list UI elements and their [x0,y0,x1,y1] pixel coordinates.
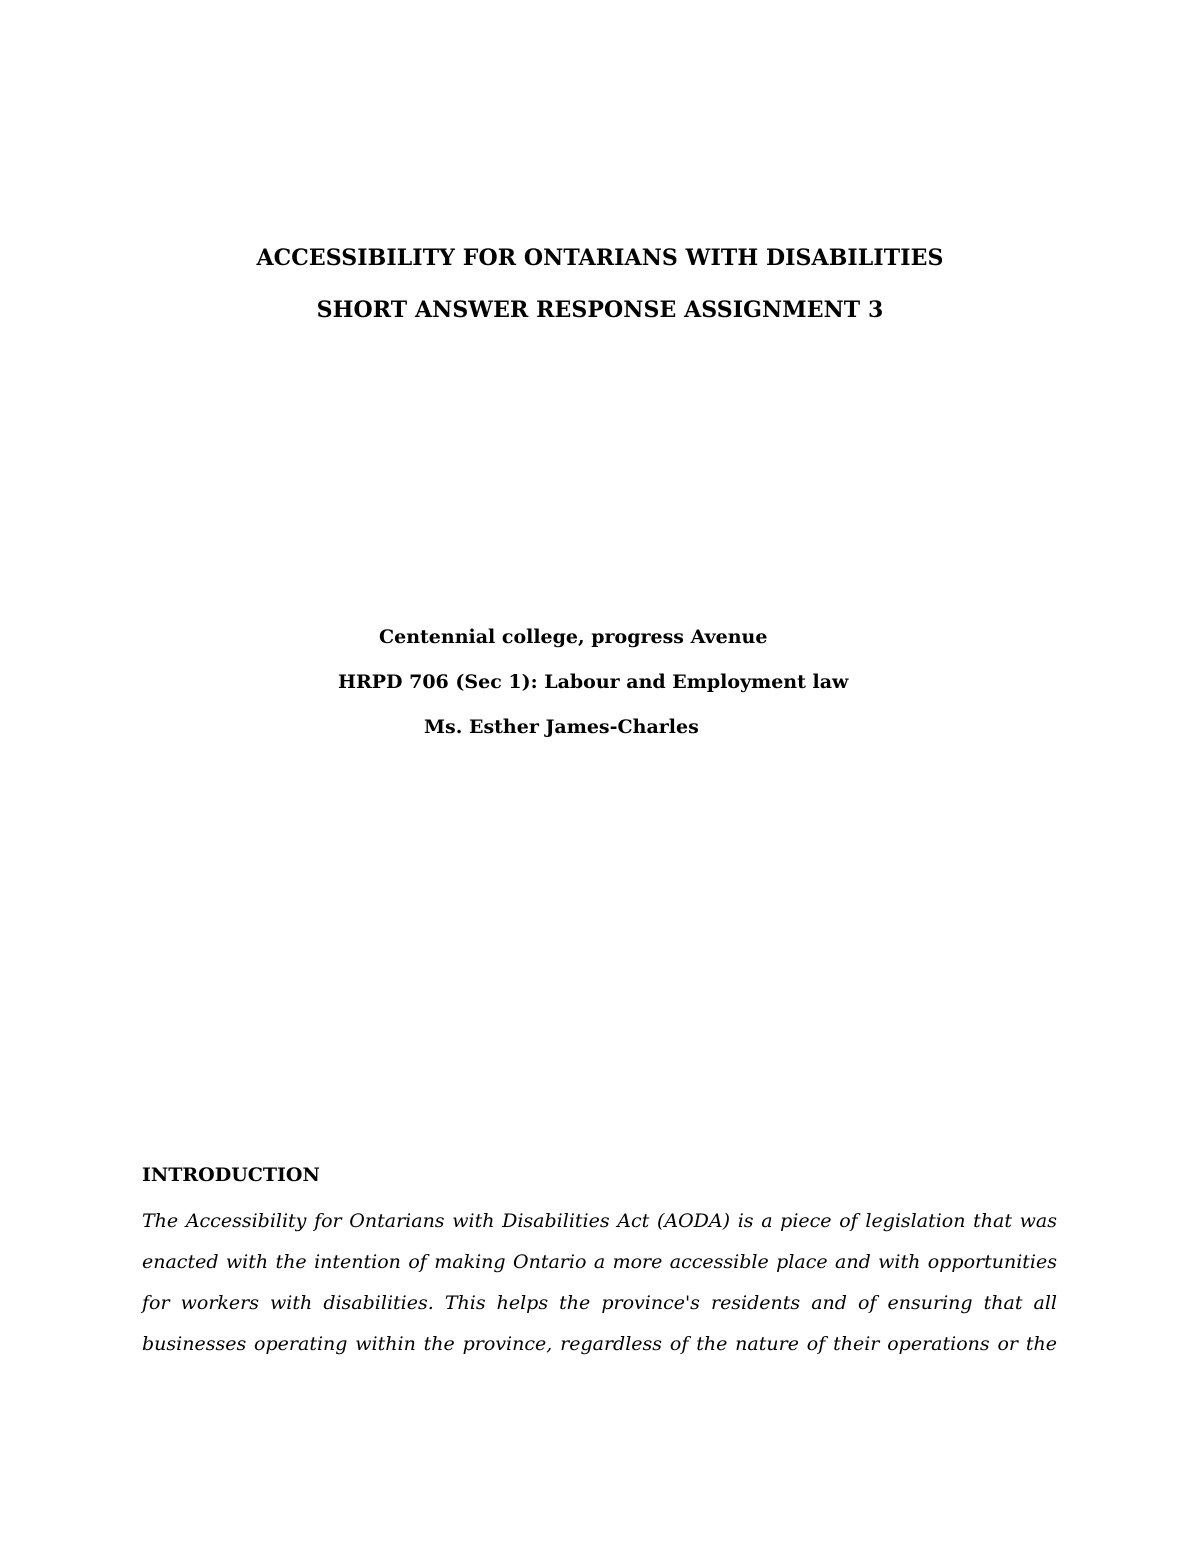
document-title-line-2: SHORT ANSWER RESPONSE ASSIGNMENT 3 [316,297,884,323]
introduction-line-3: for workers with disabilities. This helps the province's residents and of ensuring that all [142,1292,1057,1314]
course-name: HRPD 706 (Sec 1): Labour and Employment law [338,671,849,693]
document-title-line-1: ACCESSIBILITY FOR ONTARIANS WITH DISABILITIES [256,245,944,271]
instructor-name: Ms. Esther James-Charles [424,716,699,738]
introduction-line-4: businesses operating within the province, regardless of the nature of their operations or the [142,1333,1057,1355]
introduction-line-1: The Accessibility for Ontarians with Disabilities Act (AODA) is a piece of legislation that was [142,1210,1057,1232]
introduction-line-2: enacted with the intention of making Ontario a more accessible place and with opportunities [142,1251,1057,1273]
institution-name: Centennial college, progress Avenue [379,626,768,648]
introduction-heading: INTRODUCTION [142,1164,320,1186]
